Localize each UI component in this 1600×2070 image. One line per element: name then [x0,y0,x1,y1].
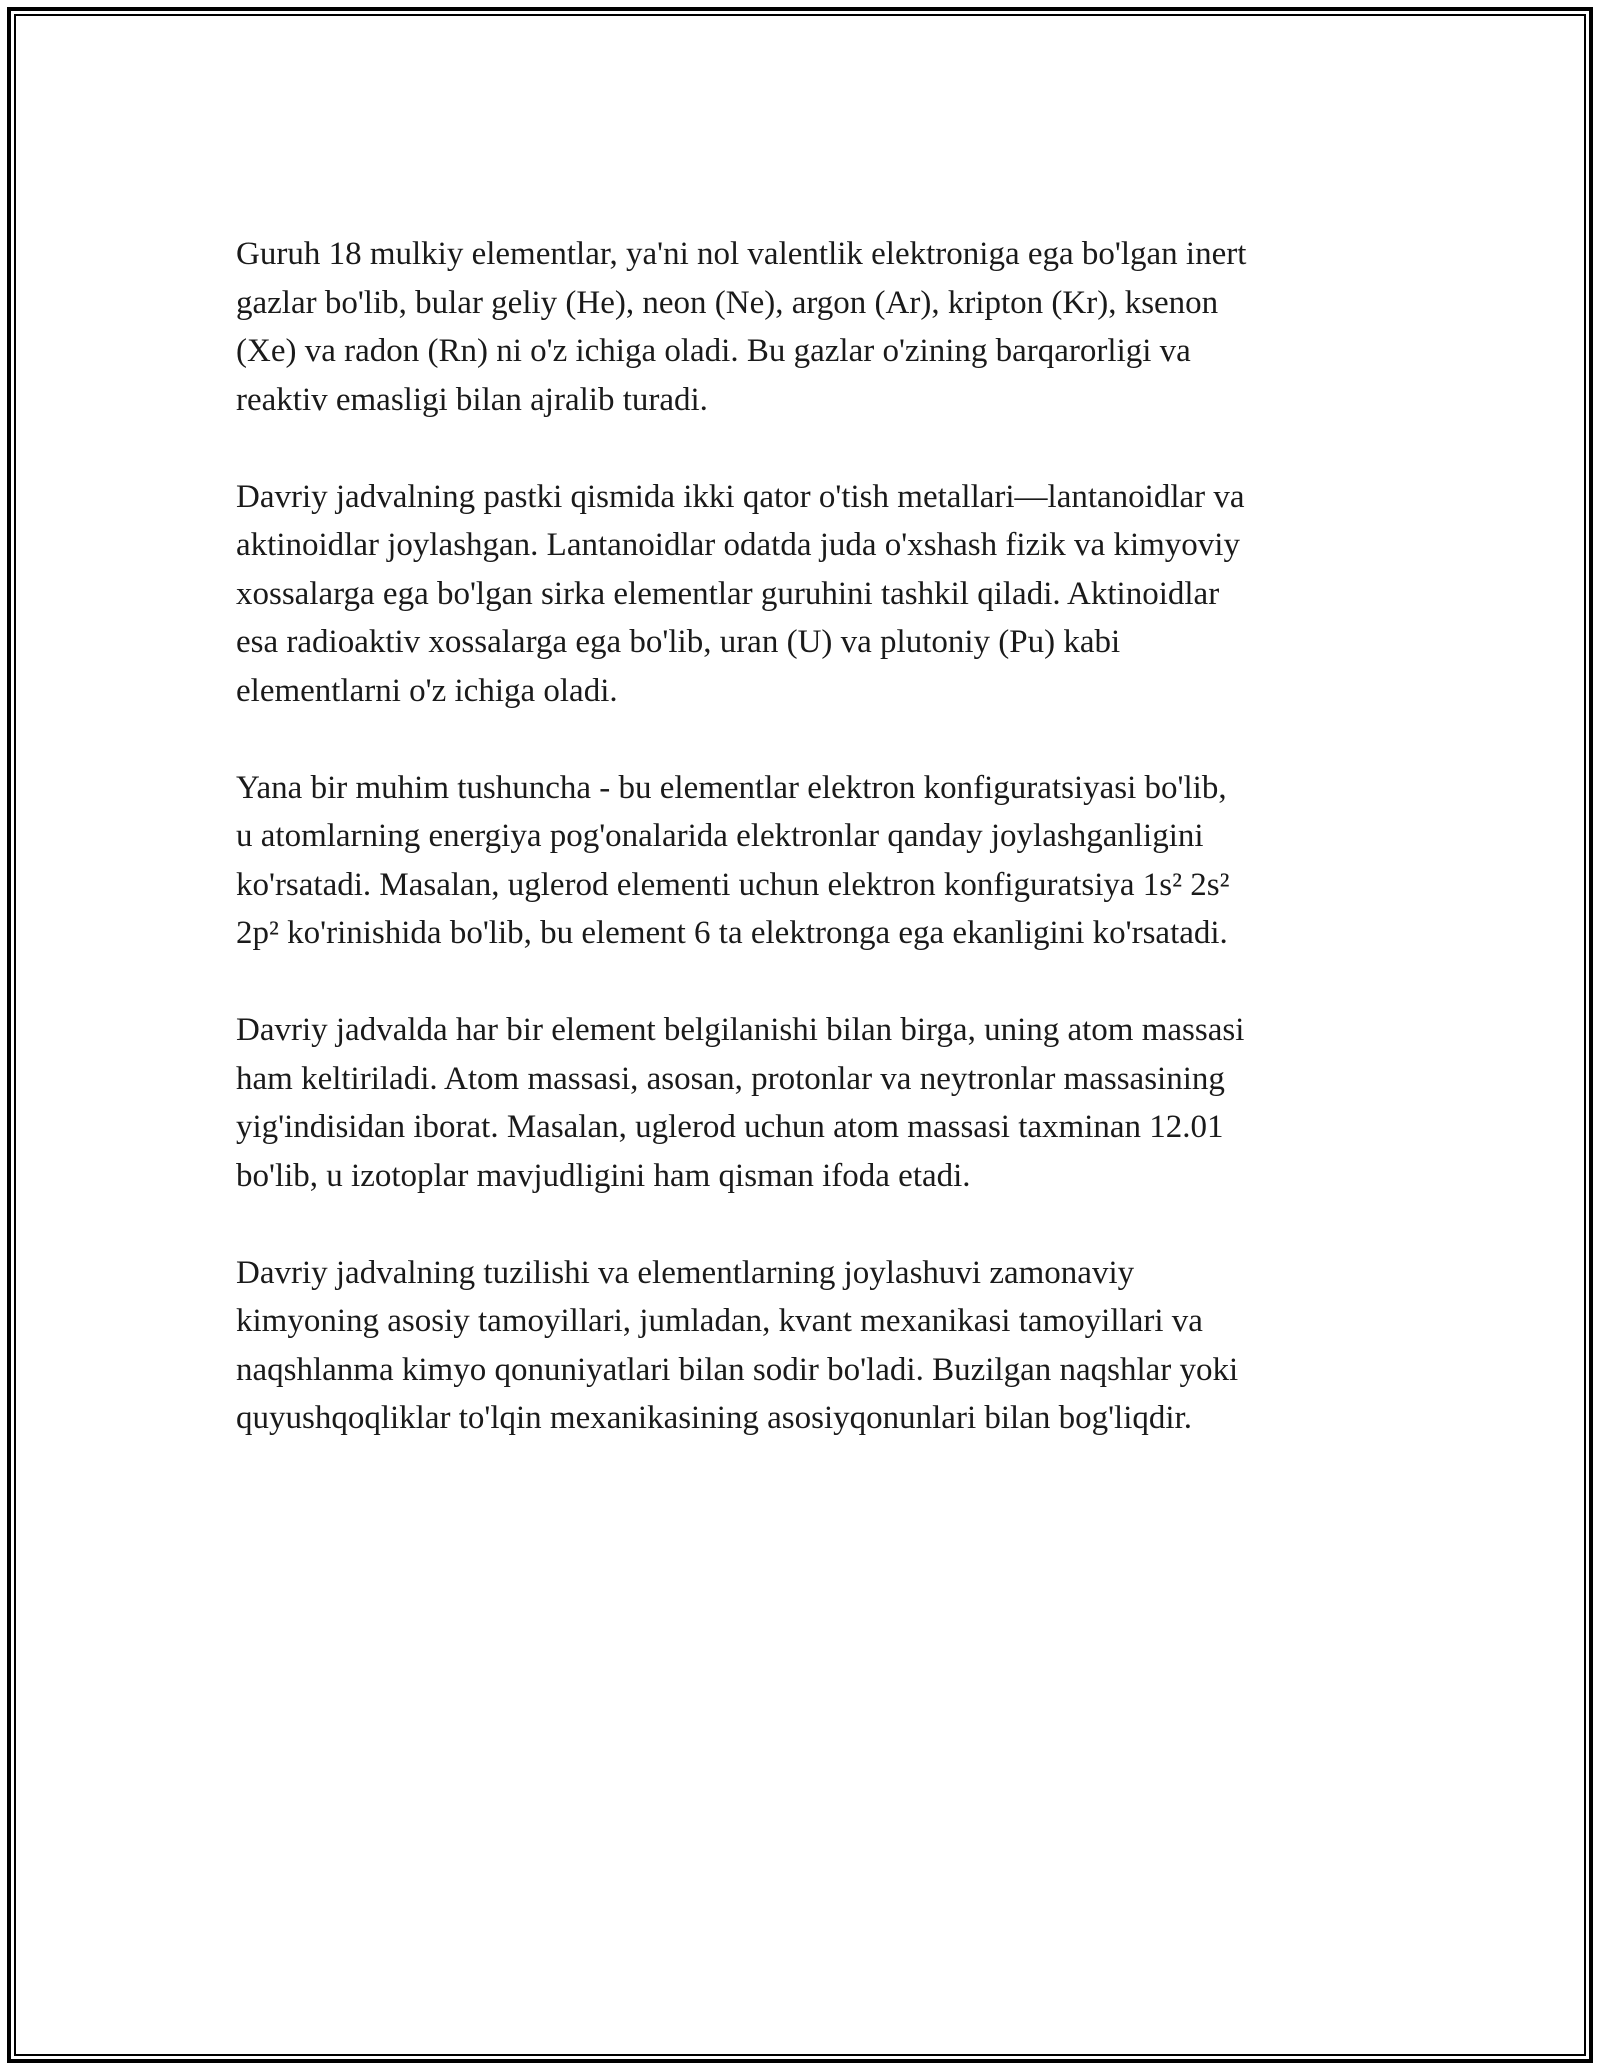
paragraph-table-structure [236,1249,1386,1443]
paragraph-electron-configuration [236,764,1386,958]
paragraph-line: reaktiv emasligi bilan ajralib turadi. [236,381,708,418]
paragraph-line: Yana bir muhim tushuncha - bu elementlar elektron konfiguratsiyasi bo'lib, [236,769,1227,806]
paragraph-line: elementlarni o'z ichiga oladi. [236,672,618,709]
paragraph-line: Davriy jadvalning tuzilishi va elementlarning joylashuvi zamonaviy [236,1254,1135,1291]
paragraph-line: kimyoning asosiy tamoyillari, jumladan, kvant mexanikasi tamoyillari va [236,1303,1203,1339]
paragraph-line: ham keltiriladi. Atom massasi, asosan, protonlar va neytronlar massasining [236,1060,1225,1097]
paragraph-line: bo'lib, u izotoplar mavjudligini ham qisman ifoda etadi. [236,1157,971,1194]
paragraph-line: Guruh 18 mulkiy elementlar, ya'ni nol valentlik elektroniga ega bo'lgan inert [236,236,1247,272]
paragraph-noble-gases [236,230,1386,424]
paragraph-line: quyushqoqliklar to'lqin mexanikasining asosiyqonunlari bilan bog'liqdir. [236,1400,1192,1436]
paragraph-line: gazlar bo'lib, bular geliy (He), neon (Ne), argon (Ar), kripton (Kr), ksenon [236,284,1219,321]
paragraph-line: Davriy jadvalning pastki qismida ikki qator o'tish metallari—lantanoidlar va [236,478,1245,515]
paragraph-line: xossalarga ega bo'lgan sirka elementlar guruhini tashkil qiladi. Aktinoidlar [236,575,1220,612]
paragraph-line: 2p² ko'rinishida bo'lib, bu element 6 ta elektronga ega ekanligini ko'rsatadi. [236,915,1228,951]
paragraph-line: (Xe) va radon (Rn) ni o'z ichiga oladi. Bu gazlar o'zining barqarorligi va [236,333,1191,369]
paragraph-atomic-mass [236,1006,1386,1200]
paragraph-line: naqshlanma kimyo qonuniyatlari bilan sodir bo'ladi. Buzilgan naqshlar yoki [236,1351,1239,1388]
document-body [236,230,1386,1491]
paragraph-line: aktinoidlar joylashgan. Lantanoidlar odatda juda o'xshash fizik va kimyoviy [236,527,1240,563]
paragraph-lanthanoids-actinoids [236,473,1386,716]
paragraph-line: Davriy jadvalda har bir element belgilanishi bilan birga, uning atom massasi [236,1012,1245,1048]
paragraph-line: u atomlarning energiya pog'onalarida elektronlar qanday joylashganligini [236,818,1204,854]
paragraph-line: yig'indisidan iborat. Masalan, uglerod uchun atom massasi taxminan 12.01 [236,1109,1224,1145]
paragraph-line: ko'rsatadi. Masalan, uglerod elementi uchun elektron konfiguratsiya 1s² 2s² [236,866,1230,903]
paragraph-line: esa radioaktiv xossalarga ega bo'lib, uran (U) va plutoniy (Pu) kabi [236,624,1121,660]
